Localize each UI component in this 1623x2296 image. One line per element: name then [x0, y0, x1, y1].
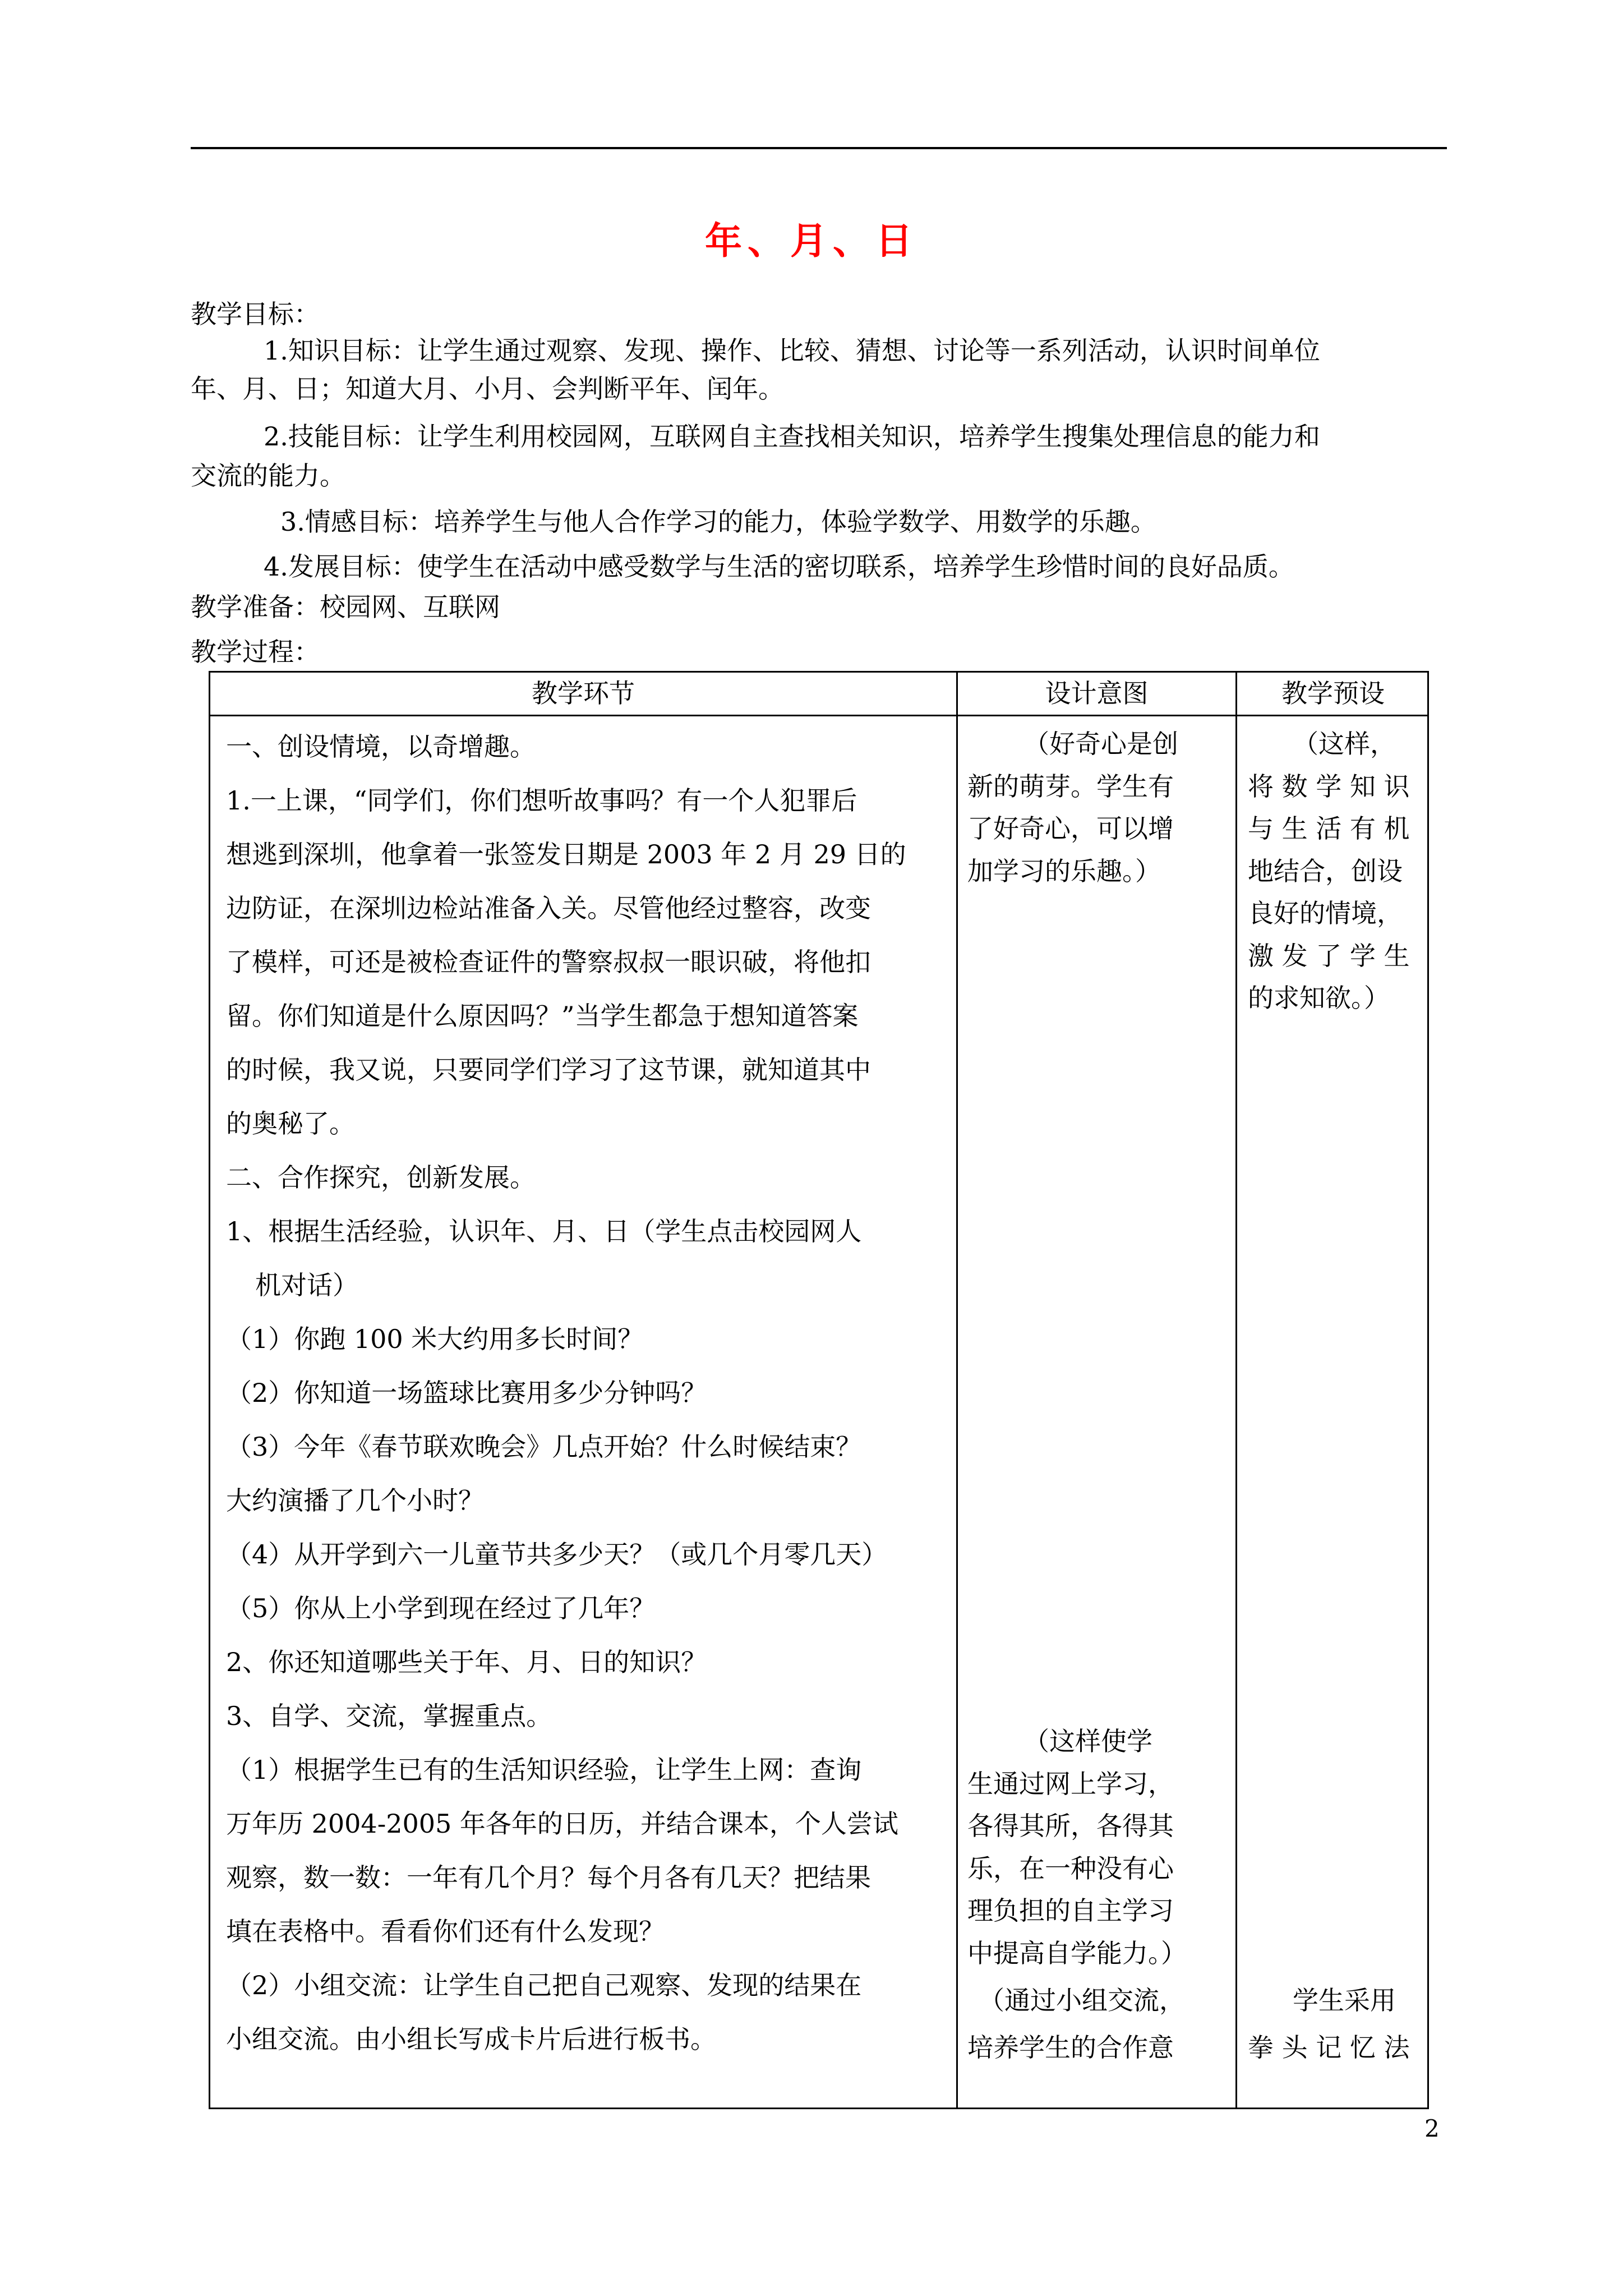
objective-line: 3.情感目标：培养学生与他人合作学习的能力，体验学数学、用数学的乐趣。: [280, 507, 1156, 537]
preset-line: 将 数 学 知 识: [1248, 771, 1410, 802]
objective-line: 年、月、日；知道大月、小月、会判断平年、闰年。: [191, 374, 784, 404]
step-line: 填在表格中。看看你们还有什么发现？: [226, 1916, 665, 1947]
preset-line: 的求知欲。）: [1248, 983, 1390, 1013]
step-line: 留。你们知道是什么原因吗？”当学生都急于想知道答案: [226, 1001, 859, 1031]
intent-line: （好奇心是创: [1023, 729, 1178, 759]
header-teaching-preset: 教学预设: [1281, 678, 1385, 708]
preset-line: 学生采用: [1293, 1985, 1396, 2016]
intent-line: 中提高自学能力。）: [967, 1938, 1187, 1968]
objective-line: 1.知识目标：让学生通过观察、发现、操作、比较、猜想、讨论等一系列活动，认识时间单位: [264, 335, 1320, 366]
lesson-table: [209, 671, 1429, 2109]
preparation-line: 教学准备：校园网、互联网: [191, 592, 500, 622]
page-title: 年、月、日: [705, 219, 918, 263]
header-teaching-step: 教学环节: [532, 678, 635, 708]
objective-line: 交流的能力。: [191, 461, 345, 491]
preset-line: 与 生 活 有 机: [1248, 813, 1410, 844]
step-line: 观察，数一数：一年有几个月？每个月各有几天？把结果: [226, 1862, 871, 1893]
intent-line: （通过小组交流，: [979, 1985, 1185, 2016]
step-line: 边防证，在深圳边检站准备入关。尽管他经过整容，改变: [226, 893, 871, 923]
step-line: 小组交流。由小组长写成卡片后进行板书。: [226, 2024, 716, 2054]
step-line: （1）你跑 100 米大约用多长时间？: [226, 1324, 644, 1354]
preset-line: 良好的情境，: [1248, 898, 1403, 928]
step-line: 了模样，可还是被检查证件的警察叔叔一眼识破，将他扣: [226, 947, 871, 977]
page-number: 2: [1424, 2115, 1440, 2142]
step-line: 二、合作探究，创新发展。: [226, 1162, 536, 1193]
intent-line: 加学习的乐趣。）: [967, 856, 1161, 886]
intent-line: 培养学生的合作意: [967, 2032, 1174, 2063]
objective-line: 4.发展目标：使学生在活动中感受数学与生活的密切联系，培养学生珍惜时间的良好品质。: [264, 551, 1294, 582]
step-line: 的奥秘了。: [226, 1108, 355, 1139]
intent-line: （这样使学: [1023, 1726, 1152, 1756]
step-line: 2、你还知道哪些关于年、月、日的知识？: [226, 1647, 707, 1677]
objectives-heading: 教学目标：: [191, 299, 320, 329]
header-rule: [191, 147, 1447, 149]
intent-line: 生通过网上学习，: [967, 1769, 1174, 1799]
intent-line: 各得其所，各得其: [967, 1811, 1174, 1841]
column-divider: [1235, 673, 1237, 2108]
step-line: （4）从开学到六一儿童节共多少天？（或几个月零几天）: [226, 1539, 888, 1570]
step-line: 机对话）: [255, 1270, 358, 1300]
step-line: 万年历 2004-2005 年各年的日历，并结合课本，个人尝试: [226, 1809, 898, 1839]
intent-line: 乐，在一种没有心: [967, 1853, 1174, 1884]
step-line: （2）小组交流：让学生自己把自己观察、发现的结果在: [226, 1970, 862, 2000]
step-line: 想逃到深圳，他拿着一张签发日期是 2003 年 2 月 29 日的: [226, 839, 906, 869]
step-line: 一、创设情境，以奇增趣。: [226, 731, 536, 762]
intent-line: 新的萌芽。学生有: [967, 771, 1174, 802]
objective-line: 2.技能目标：让学生利用校园网，互联网自主查找相关知识，培养学生搜集处理信息的能力和: [264, 421, 1320, 452]
step-line: 1、根据生活经验，认识年、月、日（学生点击校园网人: [226, 1216, 862, 1246]
preset-line: 激 发 了 学 生: [1248, 941, 1410, 971]
intent-line: 了好奇心，可以增: [967, 813, 1174, 844]
step-line: 1.一上课，“同学们，你们想听故事吗？有一个人犯罪后: [226, 785, 857, 816]
step-line: 3、自学、交流，掌握重点。: [226, 1701, 552, 1731]
step-line: （3）今年《春节联欢晚会》几点开始？什么时候结束？: [226, 1432, 862, 1462]
step-line: （5）你从上小学到现在经过了几年？: [226, 1593, 656, 1623]
process-heading: 教学过程：: [191, 637, 320, 667]
preset-line: 拳 头 记 忆 法: [1248, 2032, 1410, 2063]
header-design-intent: 设计意图: [1045, 678, 1149, 708]
preset-line: 地结合，创设: [1248, 856, 1403, 886]
preset-line: （这样，: [1293, 729, 1396, 759]
step-line: （2）你知道一场篮球比赛用多少分钟吗？: [226, 1378, 707, 1408]
intent-line: 理负担的自主学习: [967, 1895, 1174, 1926]
column-divider: [956, 673, 958, 2108]
step-line: 大约演播了几个小时？: [226, 1485, 484, 1516]
step-line: （1）根据学生已有的生活知识经验，让学生上网：查询: [226, 1755, 862, 1785]
step-line: 的时候，我又说，只要同学们学习了这节课，就知道其中: [226, 1055, 871, 1085]
